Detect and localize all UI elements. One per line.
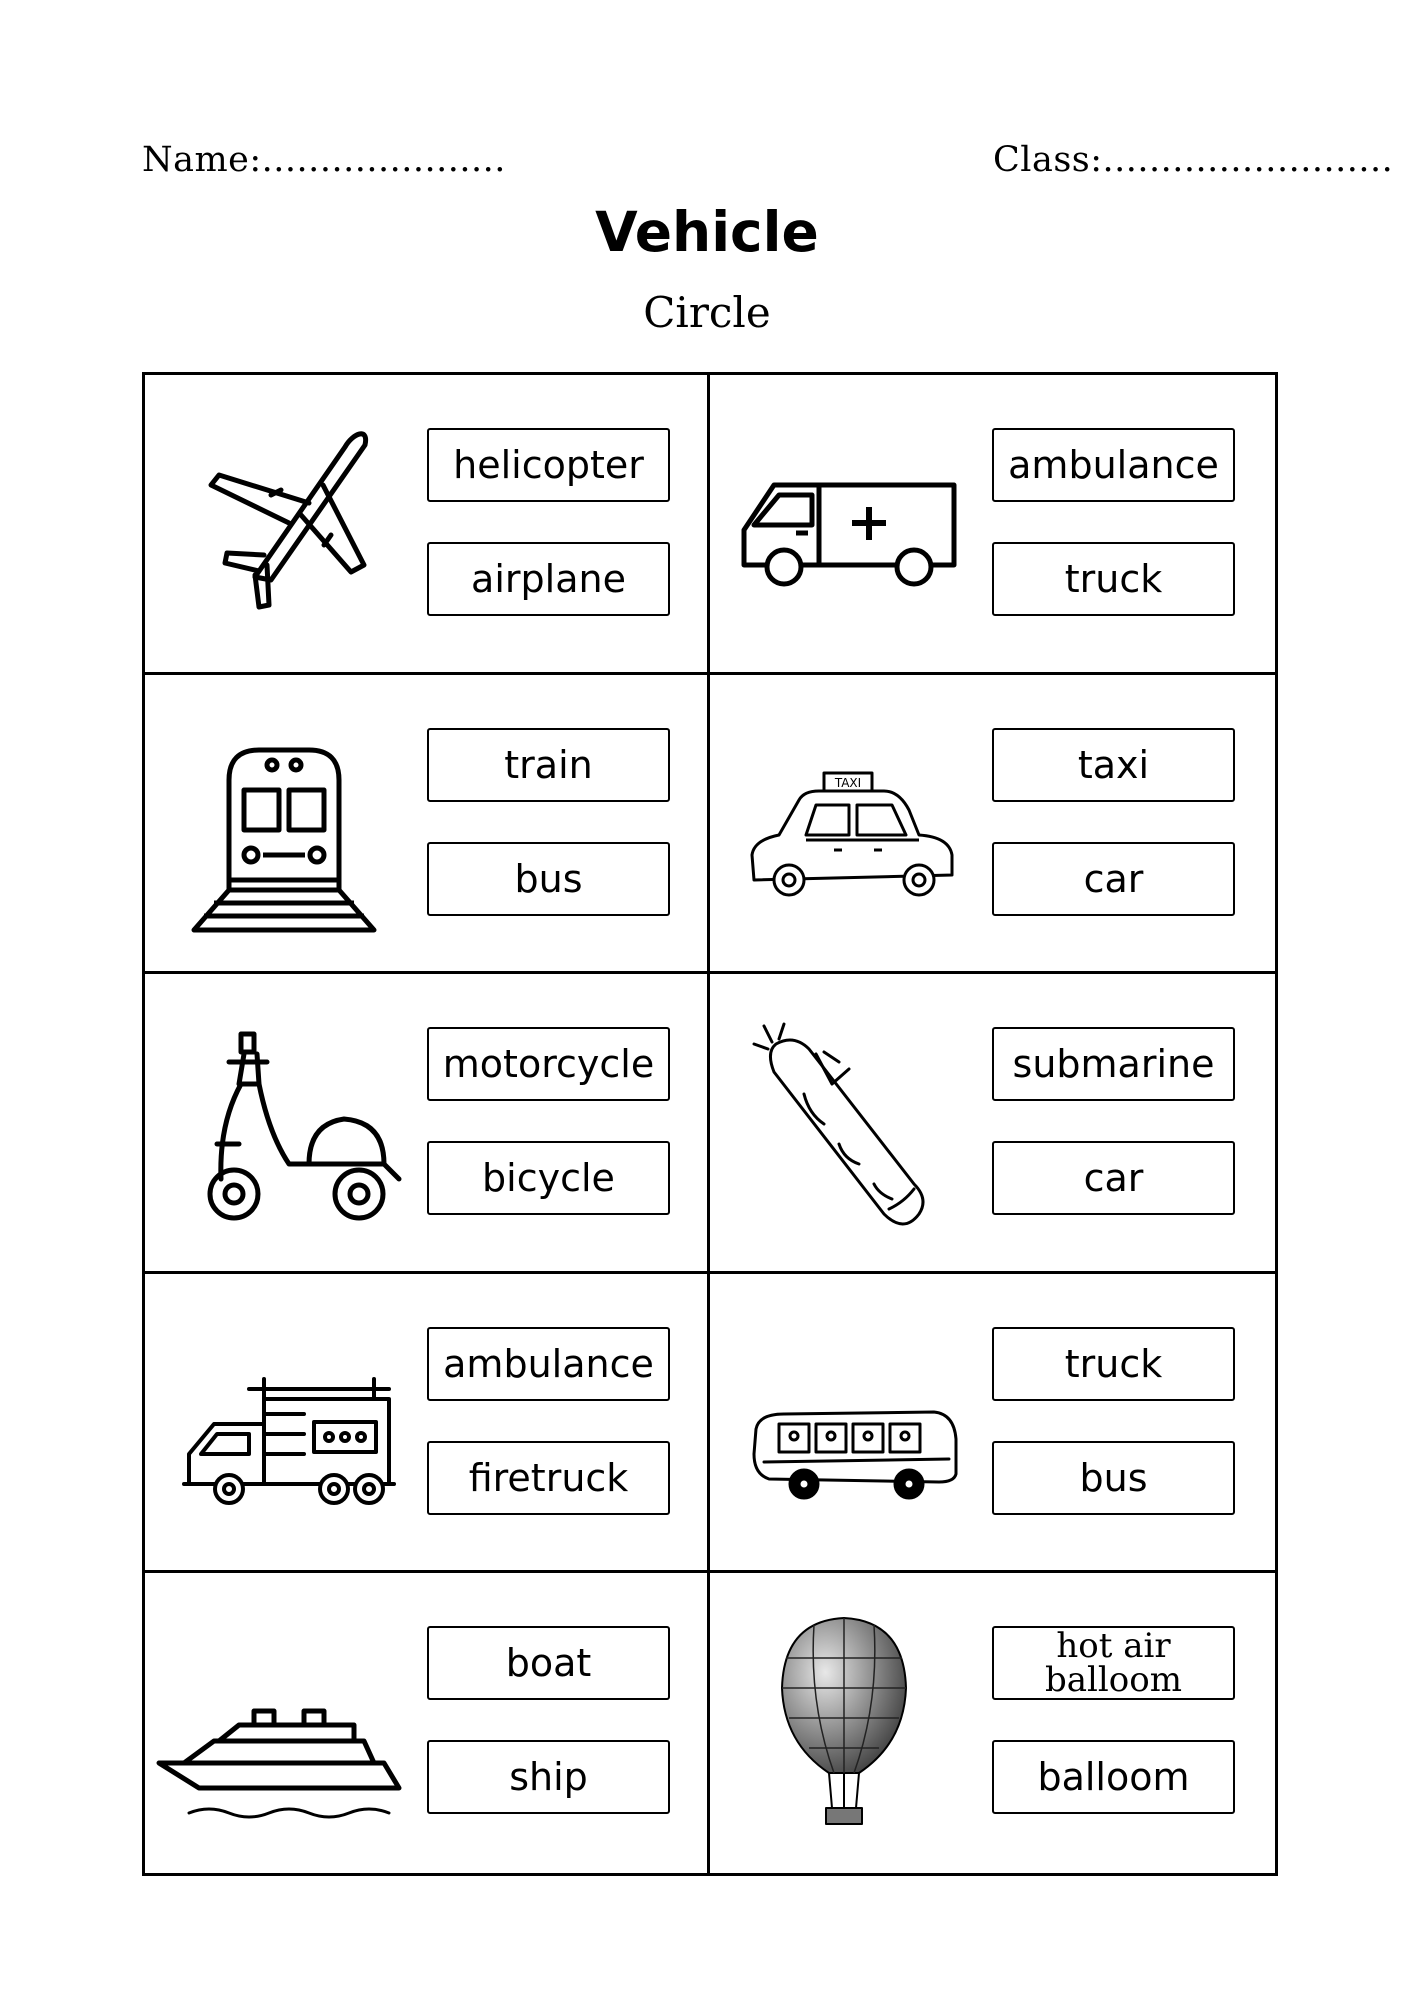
ship-icon <box>159 1613 409 1823</box>
answer-option[interactable]: ambulance <box>427 1327 670 1401</box>
exercise-cell <box>710 1274 1275 1574</box>
answer-option[interactable]: truck <box>992 1327 1235 1401</box>
exercise-grid <box>142 372 1278 1876</box>
worksheet-title: Vehicle <box>595 200 819 264</box>
submarine-icon <box>724 1014 974 1224</box>
answer-option[interactable]: car <box>992 1141 1235 1215</box>
exercise-cell <box>710 974 1275 1274</box>
answer-option[interactable]: boat <box>427 1626 670 1700</box>
exercise-cell <box>145 974 710 1274</box>
answer-option[interactable]: ambulance <box>992 428 1235 502</box>
bus-icon <box>724 1314 974 1524</box>
exercise-cell <box>145 1573 710 1873</box>
answer-option[interactable]: airplane <box>427 542 670 616</box>
worksheet-instruction: Circle <box>643 288 771 337</box>
class-field: Class:......................... <box>993 140 1394 180</box>
ambulance-icon <box>724 415 974 625</box>
answer-option[interactable]: car <box>992 842 1235 916</box>
answer-option[interactable]: motorcycle <box>427 1027 670 1101</box>
answer-option[interactable]: truck <box>992 542 1235 616</box>
hot-air-balloon-icon <box>724 1613 974 1823</box>
answer-option[interactable]: bus <box>427 842 670 916</box>
answer-option[interactable]: helicopter <box>427 428 670 502</box>
answer-option[interactable]: ship <box>427 1740 670 1814</box>
train-icon <box>159 715 409 925</box>
answer-option[interactable]: firetruck <box>427 1441 670 1515</box>
answer-option[interactable]: train <box>427 728 670 802</box>
exercise-cell <box>710 1573 1275 1873</box>
exercise-cell <box>710 375 1275 675</box>
exercise-cell <box>710 675 1275 975</box>
answer-option[interactable]: submarine <box>992 1027 1235 1101</box>
answer-option[interactable]: bicycle <box>427 1141 670 1215</box>
scooter-icon <box>159 1014 409 1224</box>
name-field: Name:..................... <box>142 140 506 180</box>
answer-option[interactable]: bus <box>992 1441 1235 1515</box>
answer-option[interactable]: hot air balloom <box>992 1626 1235 1700</box>
taxi-icon <box>724 715 974 925</box>
firetruck-icon <box>159 1314 409 1524</box>
taxi-sign: TAXI <box>834 775 862 790</box>
answer-option[interactable]: taxi <box>992 728 1235 802</box>
exercise-cell <box>145 675 710 975</box>
exercise-cell <box>145 375 710 675</box>
airplane-icon <box>159 415 409 625</box>
exercise-cell <box>145 1274 710 1574</box>
answer-option[interactable]: balloom <box>992 1740 1235 1814</box>
